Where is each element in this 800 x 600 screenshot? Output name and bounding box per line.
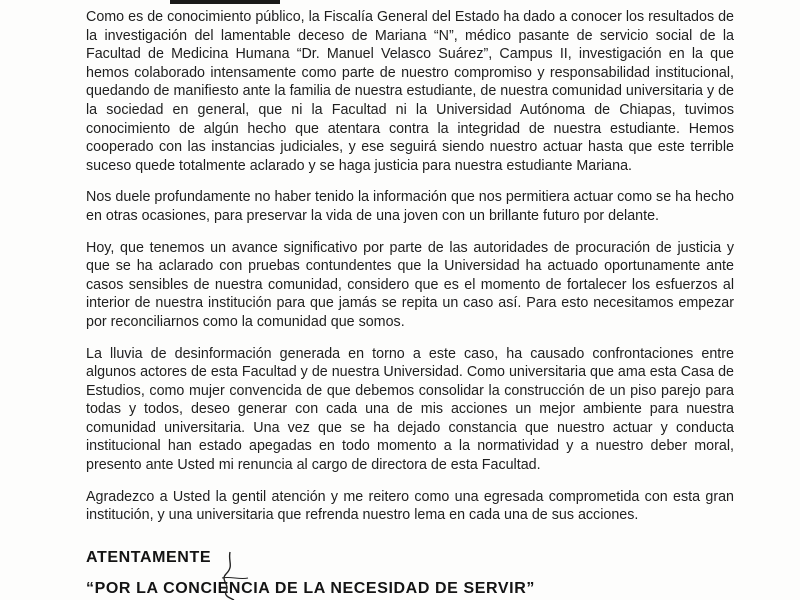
signature-stroke — [200, 548, 270, 600]
paragraph-investigation: Como es de conocimiento público, la Fiscalía General del Estado ha dado a conocer los resultados de la investigación del lamentable deceso de Mariana “N”, médico pasante de servicio social de la Facultad de Medicina Humana “Dr. Manuel Velasco Suárez”, Campus II, investigación en la que hemos colaborado intensamente como parte de nuestro compromiso y responsabilidad institucional, quedando de manifiesto ante la familia de nuestra estudiante, de nuestra comunidad universitaria y de la sociedad en general, que ni la Facultad ni la Universidad Autónoma de Chiapas, tuvimos conocimiento de algún hecho que atentara contra la integridad de nuestra estudiante. Hemos cooperado con las instancias judiciales, y ese seguirá siendo nuestro actuar hasta que este terrible suceso quede totalmente aclarado y se haga justicia para nuestra estudiante Mariana. — [86, 9, 734, 174]
paragraph-thanks: Agradezco a Usted la gentil atención y me reitero como una egresada comprometida con esta gran institución, y una universitaria que refrenda nuestro lema en cada una de sus acciones. — [86, 488, 734, 524]
cropped-text-strip — [170, 0, 280, 4]
paragraph-regret: Nos duele profundamente no haber tenido la información que nos permitiera actuar como se ha hecho en otras ocasiones, para preservar la vida de una joven con un brillante futuro por delante. — [86, 189, 734, 224]
valediction: ATENTAMENTE — [86, 549, 212, 566]
paragraph-resignation: La lluvia de desinformación generada en torno a este caso, ha causado confrontaciones entre algunos actores de esta Facultad y de nuestra Universidad. Como universitaria que ama esta Casa de Estudios, como mujer convencida de que debemos consolidar la construcción de un piso parejo para todas y todos, deseo generar con cada una de mis acciones un mejor ambiente para nuestra comunidad universitaria. Una vez que se ha dejado constancia que nuestro actuar y conducta institucional han estado apegadas en todo momento a la normatividad y a nuestro deber moral, presento ante Usted mi renuncia al cargo de directora de esta Facultad. — [86, 345, 734, 474]
institutional-motto: “POR LA CONCIENCIA DE LA NECESIDAD DE SERVIR” — [86, 580, 535, 597]
letter-body — [86, 8, 734, 538]
paragraph-reconciliation: Hoy, que tenemos un avance significativo por parte de las autoridades de procuración de justicia y que se ha aclarado con pruebas contundentes que la Universidad ha actuado oportunamente ante casos sensibles de nuestra comunidad, considero que es el momento de fortalecer los esfuerzos al interior de nuestra institución para que jamás se repita un caso así. Para esto necesitamos empezar por reconciliarnos como la comunidad que somos. — [86, 239, 734, 330]
